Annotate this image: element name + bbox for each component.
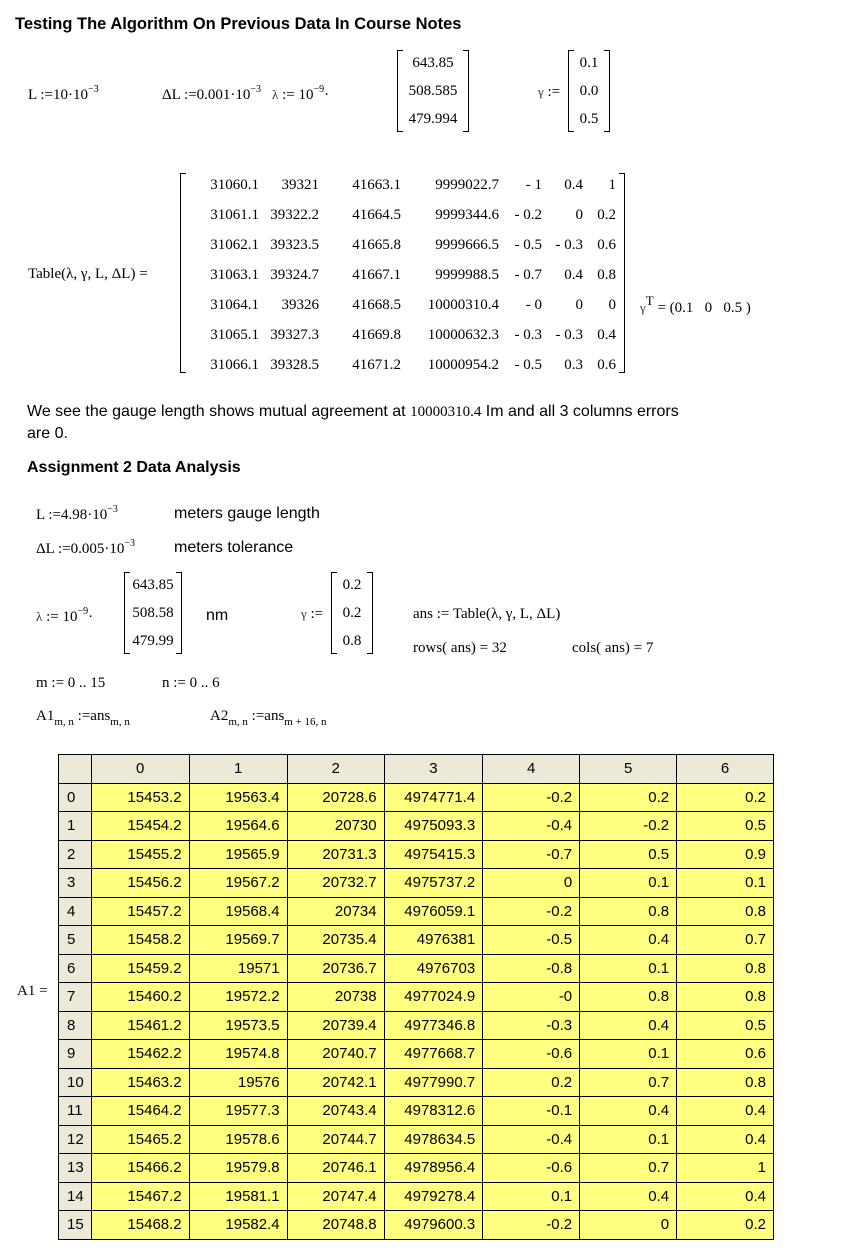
table-cell[interactable]: -0.2 xyxy=(580,812,677,841)
table-cell[interactable]: 15456.2 xyxy=(91,869,189,898)
matrix-cell: 31060.1 xyxy=(210,177,259,193)
table-cell[interactable]: 15468.2 xyxy=(91,1211,189,1240)
table-cell[interactable]: 0.7 xyxy=(677,926,774,955)
table-row xyxy=(59,1011,774,1040)
table-row xyxy=(59,983,774,1012)
table-cell[interactable]: 0.4 xyxy=(677,1182,774,1211)
s2-ans-definition[interactable]: ans := Table(λ, γ, L, ΔL) xyxy=(413,606,561,622)
column-header[interactable]: 2 xyxy=(287,755,384,784)
column-header[interactable]: 4 xyxy=(483,755,580,784)
s2-cols-eval[interactable]: cols( ans) = 7 xyxy=(572,640,654,656)
table-cell[interactable]: 0 xyxy=(580,1211,677,1240)
table-cell[interactable]: 0.1 xyxy=(580,869,677,898)
column-header[interactable]: 1 xyxy=(189,755,287,784)
table-cell[interactable]: -0.8 xyxy=(483,954,580,983)
table-cell[interactable]: -0.4 xyxy=(483,812,580,841)
vector-cell: 0.8 xyxy=(342,633,362,649)
corner-cell xyxy=(59,755,92,784)
table-cell[interactable]: 15457.2 xyxy=(91,897,189,926)
s2-dL-note: meters tolerance xyxy=(174,539,294,556)
table-cell[interactable]: 0.5 xyxy=(677,1011,774,1040)
mantissa: 0.005·10 xyxy=(70,541,125,557)
table-cell[interactable]: 4976703 xyxy=(384,954,483,983)
table-cell[interactable]: 4978956.4 xyxy=(384,1154,483,1183)
table-cell[interactable]: -0.1 xyxy=(483,1097,580,1126)
s2-gamma-prefix[interactable] xyxy=(301,606,323,623)
row-index[interactable]: 0 xyxy=(59,783,92,812)
table-header-row xyxy=(59,755,774,784)
table-cell[interactable]: 19563.4 xyxy=(189,783,287,812)
table-cell[interactable]: 4975093.3 xyxy=(384,812,483,841)
table-cell[interactable]: 20730 xyxy=(287,812,384,841)
table-cell[interactable]: 0.2 xyxy=(483,1068,580,1097)
s2-dL-definition[interactable] xyxy=(36,538,135,558)
A1-result-table[interactable] xyxy=(58,754,774,1240)
table-cell[interactable]: 20735.4 xyxy=(287,926,384,955)
var-dL: ΔL xyxy=(162,87,181,103)
table-cell[interactable]: -0.7 xyxy=(483,840,580,869)
matrix-cell: 39321 xyxy=(281,177,319,193)
table-row xyxy=(59,812,774,841)
s1-gamma-transpose[interactable] xyxy=(640,293,751,317)
table-cell[interactable]: 15466.2 xyxy=(91,1154,189,1183)
matrix-cell: 9999988.5 xyxy=(435,267,499,283)
s1-gamma-prefix[interactable] xyxy=(538,84,560,101)
table-cell[interactable]: 0.8 xyxy=(677,954,774,983)
matrix-cell: - 0.3 xyxy=(514,327,542,343)
table-cell[interactable]: 0.4 xyxy=(677,1125,774,1154)
matrix-cell: 10000632.3 xyxy=(427,327,499,343)
table-cell[interactable]: 19569.7 xyxy=(189,926,287,955)
table-row xyxy=(59,926,774,955)
table-cell[interactable]: 15461.2 xyxy=(91,1011,189,1040)
matrix-cell: - 0.5 xyxy=(514,357,542,373)
var-ans: ans xyxy=(264,708,285,724)
matrix-cell: - 0 xyxy=(525,297,542,313)
s2-lambda-prefix[interactable] xyxy=(36,606,93,626)
row-index[interactable]: 5 xyxy=(59,926,92,955)
s2-A2-definition[interactable] xyxy=(210,708,327,728)
matrix-cell: 0.4 xyxy=(597,327,616,343)
table-cell[interactable]: 4975737.2 xyxy=(384,869,483,898)
table-row xyxy=(59,840,774,869)
table-row xyxy=(59,1182,774,1211)
matrix-cell: 41663.1 xyxy=(352,177,401,193)
table-row xyxy=(59,1154,774,1183)
table-cell[interactable]: 0.5 xyxy=(677,812,774,841)
matrix-cell: 39326 xyxy=(281,297,319,313)
column-header[interactable]: 0 xyxy=(91,755,189,784)
table-cell[interactable]: -0.6 xyxy=(483,1154,580,1183)
row-index[interactable]: 11 xyxy=(59,1097,92,1126)
table-cell[interactable]: 15458.2 xyxy=(91,926,189,955)
table-cell[interactable]: 19572.2 xyxy=(189,983,287,1012)
assign-op: := xyxy=(251,708,265,724)
matrix-cell: 9999022.7 xyxy=(435,177,499,193)
matrix-cell: 31061.1 xyxy=(210,207,259,223)
scale: 10 xyxy=(298,87,314,103)
s2-gamma-vector xyxy=(331,572,373,654)
row-index[interactable]: 10 xyxy=(59,1068,92,1097)
s2-lambda-unit: nm xyxy=(206,607,229,624)
var-lambda: λ xyxy=(272,87,279,102)
matrix-cell: 9999344.6 xyxy=(435,207,499,223)
conclusion-value: 10000310.4 xyxy=(410,404,482,420)
s2-L-definition[interactable] xyxy=(36,504,118,524)
table-cell[interactable]: 0.7 xyxy=(580,1068,677,1097)
var-gamma: γ xyxy=(538,84,544,99)
table-cell[interactable]: 0.2 xyxy=(677,1211,774,1240)
vector-cell: 508.58 xyxy=(132,605,174,621)
matrix-cell: 31062.1 xyxy=(210,237,259,253)
s2-A1-label: A1 = xyxy=(17,983,48,999)
table-cell[interactable]: 20742.1 xyxy=(287,1068,384,1097)
table-cell[interactable]: 19564.6 xyxy=(189,812,287,841)
table-cell[interactable]: 0.1 xyxy=(483,1182,580,1211)
assign-op: := xyxy=(58,541,71,557)
vector-cell: 479.99 xyxy=(132,633,174,649)
s2-lambda-vector xyxy=(124,572,182,654)
s1-table-label[interactable]: Table(λ, γ, L, ΔL) = xyxy=(28,266,148,282)
assign-op: := xyxy=(77,708,91,724)
table-cell[interactable]: 0.4 xyxy=(677,1097,774,1126)
table-cell[interactable]: 15454.2 xyxy=(91,812,189,841)
s1-table-matrix xyxy=(180,173,625,373)
s1-gamma-vector xyxy=(568,50,610,132)
row-index[interactable]: 12 xyxy=(59,1125,92,1154)
table-cell[interactable]: 20734 xyxy=(287,897,384,926)
dot-op: · xyxy=(324,87,330,103)
matrix-cell: 0.4 xyxy=(564,267,583,283)
table-cell[interactable]: 4977024.9 xyxy=(384,983,483,1012)
row-index[interactable]: 8 xyxy=(59,1011,92,1040)
table-cell[interactable]: 4975415.3 xyxy=(384,840,483,869)
vector-cell: 0.5 xyxy=(579,111,599,127)
table-cell[interactable]: 19582.4 xyxy=(189,1211,287,1240)
table-cell[interactable]: 19574.8 xyxy=(189,1040,287,1069)
mantissa: 0.001·10 xyxy=(196,87,251,103)
vector-cell: 0.0 xyxy=(579,83,599,99)
table-cell[interactable]: 15464.2 xyxy=(91,1097,189,1126)
table-cell[interactable]: 20732.7 xyxy=(287,869,384,898)
matrix-cell: 0 xyxy=(575,207,583,223)
column-header[interactable]: 5 xyxy=(580,755,677,784)
table-row xyxy=(59,1097,774,1126)
transpose-sup: T xyxy=(645,293,654,308)
matrix-cell: 39323.5 xyxy=(270,237,319,253)
assign-op: := xyxy=(282,87,295,103)
table-cell[interactable]: 4974771.4 xyxy=(384,783,483,812)
vector-cell: 643.85 xyxy=(132,577,174,593)
var-dL: ΔL xyxy=(36,541,55,557)
var-gamma: γ xyxy=(301,606,307,621)
var-A1: A1 xyxy=(36,708,55,724)
table-row xyxy=(59,897,774,926)
table-row xyxy=(59,869,774,898)
table-cell[interactable]: -0.5 xyxy=(483,926,580,955)
row-index[interactable]: 9 xyxy=(59,1040,92,1069)
table-cell[interactable]: 20739.4 xyxy=(287,1011,384,1040)
s2-A1-definition[interactable] xyxy=(36,708,130,728)
table-cell[interactable]: 0.2 xyxy=(580,783,677,812)
table-cell[interactable]: 20748.8 xyxy=(287,1211,384,1240)
table-cell[interactable]: 4976059.1 xyxy=(384,897,483,926)
table-cell[interactable]: 0.8 xyxy=(580,983,677,1012)
table-cell[interactable]: 0.8 xyxy=(677,1068,774,1097)
assign-op: := xyxy=(48,507,61,523)
gamma-transpose-value: = (0.1 0 0.5 ) xyxy=(657,300,751,316)
table-cell[interactable]: -0 xyxy=(483,983,580,1012)
table-cell[interactable]: 19576 xyxy=(189,1068,287,1097)
table-row xyxy=(59,1125,774,1154)
var-L: L xyxy=(28,87,37,103)
row-index[interactable]: 7 xyxy=(59,983,92,1012)
matrix-cell: 1 xyxy=(608,177,616,193)
s1-dL-definition[interactable] xyxy=(162,84,261,104)
matrix-cell: 0.6 xyxy=(597,357,616,373)
table-row xyxy=(59,1211,774,1240)
table-cell[interactable]: -0.3 xyxy=(483,1011,580,1040)
table-cell[interactable]: 19577.3 xyxy=(189,1097,287,1126)
exponent: −9 xyxy=(313,84,325,95)
table-row xyxy=(59,1040,774,1069)
assign-op: := xyxy=(547,84,561,100)
vector-cell: 508.585 xyxy=(408,83,458,99)
table-cell[interactable]: 0.4 xyxy=(580,1182,677,1211)
table-cell[interactable]: -0.6 xyxy=(483,1040,580,1069)
matrix-cell: 31066.1 xyxy=(210,357,259,373)
table-cell[interactable]: 19565.9 xyxy=(189,840,287,869)
matrix-cell: - 0.5 xyxy=(514,237,542,253)
table-cell[interactable]: 15462.2 xyxy=(91,1040,189,1069)
table-cell[interactable]: 0 xyxy=(483,869,580,898)
matrix-cell: 39322.2 xyxy=(270,207,319,223)
matrix-cell: - 1 xyxy=(525,177,542,193)
s1-conclusion xyxy=(27,401,827,444)
table-cell[interactable]: 15453.2 xyxy=(91,783,189,812)
table-row xyxy=(59,1068,774,1097)
subscript: m + 16, n xyxy=(284,716,327,728)
table-cell[interactable]: 19579.8 xyxy=(189,1154,287,1183)
row-index[interactable]: 15 xyxy=(59,1211,92,1240)
matrix-cell: 41667.1 xyxy=(352,267,401,283)
table-cell[interactable]: 19567.2 xyxy=(189,869,287,898)
matrix-cell: 31065.1 xyxy=(210,327,259,343)
s2-m-range[interactable]: m := 0 .. 15 xyxy=(36,675,106,691)
table-cell[interactable]: 20738 xyxy=(287,983,384,1012)
table-cell[interactable]: 15463.2 xyxy=(91,1068,189,1097)
matrix-cell: 31064.1 xyxy=(210,297,259,313)
table-cell[interactable]: 0.1 xyxy=(677,869,774,898)
column-header[interactable]: 3 xyxy=(384,755,483,784)
table-cell[interactable]: 20728.6 xyxy=(287,783,384,812)
table-cell[interactable]: 0.2 xyxy=(677,783,774,812)
table-cell[interactable]: 20740.7 xyxy=(287,1040,384,1069)
matrix-cell: 31063.1 xyxy=(210,267,259,283)
matrix-cell: 41668.5 xyxy=(352,297,401,313)
section1-title: Testing The Algorithm On Previous Data In Course Notes xyxy=(15,15,462,33)
table-cell[interactable]: 20744.7 xyxy=(287,1125,384,1154)
subscript: m, n xyxy=(110,716,130,728)
matrix-cell: 39328.5 xyxy=(270,357,319,373)
table-cell[interactable]: 20747.4 xyxy=(287,1182,384,1211)
dot-op: · xyxy=(88,609,94,625)
var-ans: ans xyxy=(90,708,111,724)
table-cell[interactable]: 0.4 xyxy=(580,1097,677,1126)
row-index[interactable]: 2 xyxy=(59,840,92,869)
table-cell[interactable]: 0.4 xyxy=(580,1011,677,1040)
matrix-cell: - 0.7 xyxy=(514,267,542,283)
var-A2: A2 xyxy=(210,708,229,724)
table-cell[interactable]: 20736.7 xyxy=(287,954,384,983)
matrix-cell: 39327.3 xyxy=(270,327,319,343)
table-cell[interactable]: 20743.4 xyxy=(287,1097,384,1126)
matrix-cell: 0.3 xyxy=(564,357,583,373)
matrix-cell: 39324.7 xyxy=(270,267,319,283)
conclusion-text: Im and all 3 columns errors xyxy=(481,403,679,420)
table-cell[interactable]: 19568.4 xyxy=(189,897,287,926)
table-cell[interactable]: 0.8 xyxy=(677,897,774,926)
matrix-cell: 10000310.4 xyxy=(427,297,499,313)
table-cell[interactable]: 0.8 xyxy=(677,983,774,1012)
row-index[interactable]: 1 xyxy=(59,812,92,841)
table-cell[interactable]: 15460.2 xyxy=(91,983,189,1012)
table-cell[interactable]: 0.5 xyxy=(580,840,677,869)
table-cell[interactable]: 0.4 xyxy=(580,926,677,955)
table-cell[interactable]: 19578.6 xyxy=(189,1125,287,1154)
matrix-cell: 10000954.2 xyxy=(427,357,499,373)
matrix-cell: 41671.2 xyxy=(352,357,401,373)
table-cell[interactable]: 15465.2 xyxy=(91,1125,189,1154)
conclusion-text: We see the gauge length shows mutual agreement at xyxy=(27,403,411,420)
exponent: −3 xyxy=(88,84,99,95)
table-cell[interactable]: 0.1 xyxy=(580,1040,677,1069)
vector-cell: 0.2 xyxy=(342,605,362,621)
matrix-cell: 0.4 xyxy=(564,177,583,193)
row-index[interactable]: 14 xyxy=(59,1182,92,1211)
subscript: m, n xyxy=(54,716,74,728)
vector-cell: 0.1 xyxy=(579,55,599,71)
exponent: −3 xyxy=(250,84,262,95)
table-cell[interactable]: 0.1 xyxy=(580,1125,677,1154)
exponent: −9 xyxy=(77,606,89,617)
table-cell[interactable]: -0.2 xyxy=(483,1211,580,1240)
s1-lambda-prefix[interactable] xyxy=(272,84,329,104)
table-cell[interactable]: -0.2 xyxy=(483,783,580,812)
scale: 10 xyxy=(62,609,78,625)
row-index[interactable]: 13 xyxy=(59,1154,92,1183)
vector-cell: 0.2 xyxy=(342,577,362,593)
s2-L-note: meters gauge length xyxy=(174,505,320,522)
table-cell[interactable]: 15467.2 xyxy=(91,1182,189,1211)
table-cell[interactable]: -0.4 xyxy=(483,1125,580,1154)
table-row xyxy=(59,783,774,812)
row-index[interactable]: 6 xyxy=(59,954,92,983)
matrix-cell: 0.6 xyxy=(597,237,616,253)
matrix-cell: 0.8 xyxy=(597,267,616,283)
table-cell[interactable]: 20746.1 xyxy=(287,1154,384,1183)
column-header[interactable]: 6 xyxy=(677,755,774,784)
exponent: −3 xyxy=(124,538,136,549)
assign-op: := xyxy=(40,87,53,103)
var-lambda: λ xyxy=(36,609,43,624)
assign-op: := xyxy=(46,609,59,625)
mantissa: 10·10 xyxy=(53,87,88,103)
exponent: −3 xyxy=(107,504,118,515)
table-cell[interactable]: 4976381 xyxy=(384,926,483,955)
conclusion-text: are 0. xyxy=(27,425,68,442)
row-index[interactable]: 4 xyxy=(59,897,92,926)
table-cell[interactable]: 0.6 xyxy=(677,1040,774,1069)
table-cell[interactable]: 19581.1 xyxy=(189,1182,287,1211)
matrix-cell: 0 xyxy=(575,297,583,313)
table-cell[interactable]: 0.7 xyxy=(580,1154,677,1183)
matrix-cell: 0 xyxy=(608,297,616,313)
row-index[interactable]: 3 xyxy=(59,869,92,898)
var-L: L xyxy=(36,507,45,523)
s2-rows-eval[interactable]: rows( ans) = 32 xyxy=(413,640,507,656)
matrix-cell: 41664.5 xyxy=(352,207,401,223)
s2-n-range[interactable]: n := 0 .. 6 xyxy=(162,675,220,691)
table-cell[interactable]: 15459.2 xyxy=(91,954,189,983)
assign-op: := xyxy=(184,87,197,103)
table-cell[interactable]: 4978312.6 xyxy=(384,1097,483,1126)
table-cell[interactable]: 20731.3 xyxy=(287,840,384,869)
var-gamma: γ xyxy=(640,300,646,315)
section2-title: Assignment 2 Data Analysis xyxy=(27,459,241,476)
s1-lambda-vector xyxy=(397,50,469,132)
matrix-cell: 41665.8 xyxy=(352,237,401,253)
table-cell[interactable]: -0.2 xyxy=(483,897,580,926)
vector-cell: 643.85 xyxy=(412,55,454,71)
s1-L-definition[interactable] xyxy=(28,84,99,104)
table-cell[interactable]: 19573.5 xyxy=(189,1011,287,1040)
table-cell[interactable]: 0.9 xyxy=(677,840,774,869)
mantissa: 4.98·10 xyxy=(61,507,108,523)
matrix-cell: 0.2 xyxy=(597,207,616,223)
table-cell[interactable]: 19571 xyxy=(189,954,287,983)
assign-op: := xyxy=(310,606,324,622)
table-cell[interactable]: 0.8 xyxy=(580,897,677,926)
matrix-cell: - 0.3 xyxy=(555,237,583,253)
table-cell[interactable]: 15455.2 xyxy=(91,840,189,869)
matrix-cell: - 0.2 xyxy=(514,207,542,223)
table-cell[interactable]: 4977668.7 xyxy=(384,1040,483,1069)
matrix-cell: 9999666.5 xyxy=(435,237,499,253)
table-cell[interactable]: 4977346.8 xyxy=(384,1011,483,1040)
table-cell[interactable]: 4978634.5 xyxy=(384,1125,483,1154)
subscript: m, n xyxy=(228,716,248,728)
table-cell[interactable]: 4977990.7 xyxy=(384,1068,483,1097)
table-cell[interactable]: 4979278.4 xyxy=(384,1182,483,1211)
table-cell[interactable]: 4979600.3 xyxy=(384,1211,483,1240)
table-row xyxy=(59,954,774,983)
table-cell[interactable]: 0.1 xyxy=(580,954,677,983)
matrix-cell: - 0.3 xyxy=(555,327,583,343)
matrix-cell: 41669.8 xyxy=(352,327,401,343)
vector-cell: 479.994 xyxy=(408,111,458,127)
table-cell[interactable]: 1 xyxy=(677,1154,774,1183)
